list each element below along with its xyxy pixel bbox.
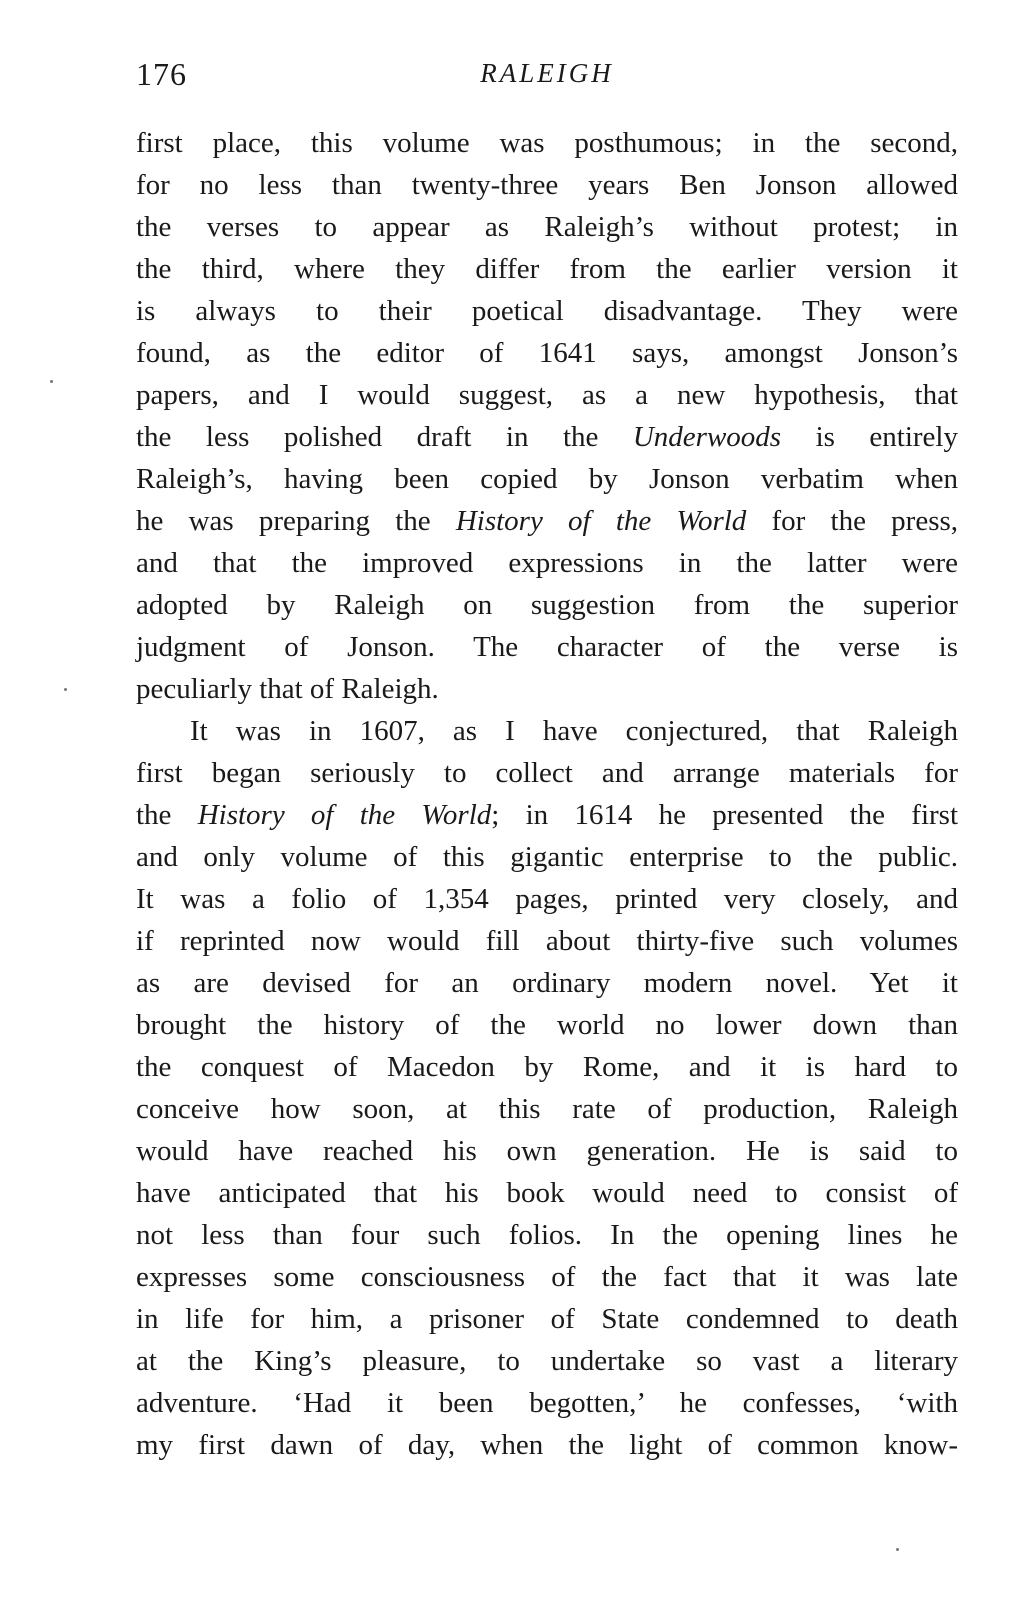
body-text: [136, 122, 958, 1466]
text-segment: is entirely: [781, 421, 958, 453]
text-line: [136, 1214, 958, 1256]
text-segment: at the King’s pleasure, to undertake so vast a literary: [136, 1345, 958, 1377]
paragraph: [136, 122, 958, 710]
text-line: [136, 626, 958, 668]
text-segment: my first dawn of day, when the light of common know-: [136, 1429, 958, 1461]
text-segment: if reprinted now would fill about thirty-five such volumes: [136, 925, 958, 957]
text-segment: and only volume of this gigantic enterprise to the public.: [136, 841, 958, 873]
text-line: [136, 374, 958, 416]
paragraph: [136, 710, 958, 1466]
text-segment: he was preparing the: [136, 505, 456, 537]
text-segment: would have reached his own generation. He is said to: [136, 1135, 958, 1167]
text-segment: the: [136, 799, 198, 831]
text-line: [136, 794, 958, 836]
text-line: [136, 332, 958, 374]
text-segment: is always to their poetical disadvantage. They were: [136, 295, 958, 327]
text-segment: in life for him, a prisoner of State condemned to death: [136, 1303, 958, 1335]
page-number: 176: [136, 56, 187, 92]
text-segment: conceive how soon, at this rate of production, Raleigh: [136, 1093, 958, 1125]
text-line: [136, 1172, 958, 1214]
text-line: [136, 290, 958, 332]
text-segment: papers, and I would suggest, as a new hypothesis, that: [136, 379, 958, 411]
margin-speck: [896, 1548, 899, 1551]
text-line: [136, 1046, 958, 1088]
text-line: [136, 500, 958, 542]
text-segment: the third, where they differ from the earlier version it: [136, 253, 958, 285]
text-line: [136, 416, 958, 458]
text-segment: adopted by Raleigh on suggestion from the superior: [136, 589, 958, 621]
text-segment: not less than four such folios. In the opening lines he: [136, 1219, 958, 1251]
text-segment: and that the improved expressions in the latter were: [136, 547, 958, 579]
text-line: [136, 1130, 958, 1172]
text-line: [136, 1340, 958, 1382]
text-line: [136, 752, 958, 794]
text-segment: ; in 1614 he presented the first: [491, 799, 958, 831]
text-segment: Raleigh’s, having been copied by Jonson verbatim when: [136, 463, 958, 495]
text-segment: judgment of Jonson. The character of the verse is: [136, 631, 958, 663]
text-line: [136, 1256, 958, 1298]
margin-speck: [64, 688, 67, 691]
italic-title-segment: History of the World: [455, 505, 747, 537]
text-line: [136, 248, 958, 290]
margin-speck: [50, 380, 53, 383]
text-segment: expresses some consciousness of the fact that it was late: [136, 1261, 958, 1293]
text-segment: It was in 1607, as I have conjectured, that Raleigh: [190, 715, 958, 747]
running-title: RALEIGH: [480, 58, 614, 88]
text-line: [136, 206, 958, 248]
text-line: [136, 458, 958, 500]
text-segment: as are devised for an ordinary modern novel. Yet it: [136, 967, 958, 999]
text-segment: for the press,: [746, 505, 959, 537]
text-segment: first place, this volume was posthumous; in the second,: [136, 127, 958, 159]
text-segment: found, as the editor of 1641 says, amongst Jonson’s: [136, 337, 958, 369]
text-line: [136, 1382, 958, 1424]
text-segment: brought the history of the world no lower down than: [136, 1009, 958, 1041]
text-segment: the less polished draft in the: [136, 421, 633, 453]
text-segment: first began seriously to collect and arrange materials for: [136, 757, 958, 789]
text-line: [136, 878, 958, 920]
text-segment: have anticipated that his book would need to consist of: [136, 1177, 958, 1209]
italic-title-segment: History of the World: [197, 799, 492, 831]
running-head: [136, 56, 958, 104]
text-line: [136, 122, 958, 164]
italic-title-segment: Underwoods: [632, 421, 782, 453]
text-line: [136, 584, 958, 626]
text-segment: for no less than twenty-three years Ben Jonson allowed: [136, 169, 958, 201]
text-line: [136, 1298, 958, 1340]
text-line: [136, 710, 958, 752]
text-segment: It was a folio of 1,354 pages, printed very closely, and: [136, 883, 958, 915]
text-segment: adventure. ‘Had it been begotten,’ he confesses, ‘with: [136, 1387, 958, 1419]
text-segment: peculiarly that of Raleigh.: [136, 673, 439, 705]
text-segment: the conquest of Macedon by Rome, and it is hard to: [136, 1051, 958, 1083]
text-line: [136, 542, 958, 584]
text-segment: the verses to appear as Raleigh’s without protest; in: [136, 211, 958, 243]
text-line: [136, 836, 958, 878]
text-line: [136, 164, 958, 206]
text-line: [136, 1088, 958, 1130]
text-line: [136, 1004, 958, 1046]
text-line: [136, 668, 958, 710]
text-line: [136, 1424, 958, 1466]
text-line: [136, 920, 958, 962]
text-line: [136, 962, 958, 1004]
